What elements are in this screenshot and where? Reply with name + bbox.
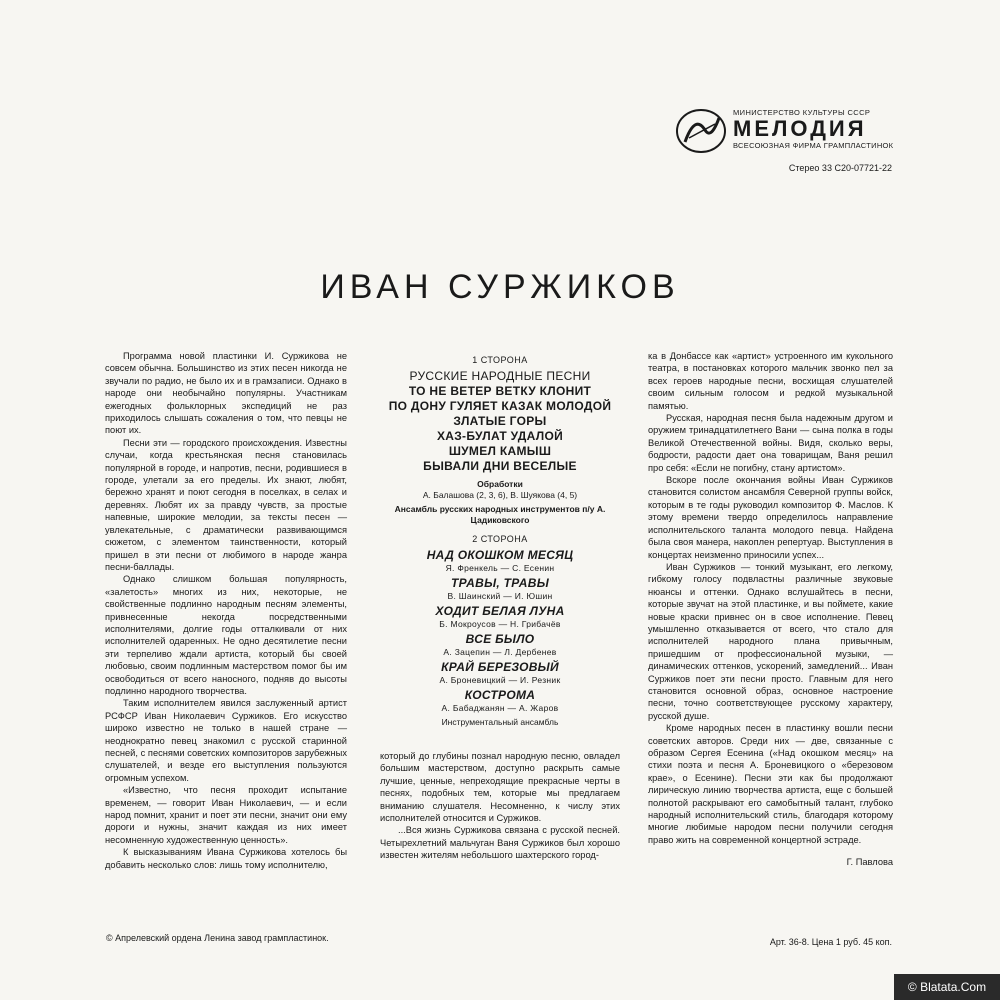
paragraph: Вскоре после окончания войны Иван Суржиков становится солистом ансамбля Северной группы войск, которым в те годы руководил композитор Ф. Маслов. К этому времени твердо определилось направление исполнительского таланта молодого певца. Найдена была своя манера, накоплен репертуар. Выступления в концертах неизменно приносили успех...: [648, 475, 893, 560]
side-1-label: 1 СТОРОНА: [472, 355, 528, 365]
song-title: ТРАВЫ, ТРАВЫ: [450, 576, 550, 590]
song-title: ЗЛАТЫЕ ГОРЫ: [453, 414, 547, 428]
manufacturer-note: © Апрелевский ордена Ленина завод грампластинок.: [106, 933, 329, 943]
paragraph: Кроме народных песен в пластинку вошли песни советских авторов. Среди них — две, связанные с образом Сергея Есенина («Над окошком месяц» на стихи поэта и песня А. Броневицкого о «березовом крае», о Есенине). Песни эти как бы продолжают лирическую линию творчества артиста, еще с большей полнотой раскрывают его самобытный талант, глубоко народный исполнительский стиль, благодаря которому многие любимые народом песни получили сегодня право жить на современной концертной эстраде.: [648, 723, 893, 845]
song-title: НАД ОКОШКОМ МЕСЯЦ: [426, 548, 574, 562]
author-signature: Г. Павлова: [846, 857, 893, 868]
melodiya-emblem-icon: [675, 108, 727, 154]
song-credit: В. Шаинский — И. Юшин: [447, 591, 553, 601]
watermark: © Blatata.Com: [894, 974, 1000, 1000]
paragraph: Таким исполнителем явился заслуженный артист РСФСР Иван Николаевич Суржиков. Его искусство широко известно не только в нашей стране — неоднократно певец знакомил с русской старинной песней, с песнями советских композиторов зарубежных слушателей, и везде его выступления пользуются огромным успехом.: [105, 698, 347, 783]
song-credit: А. Зацепин — Л. Дербенев: [443, 647, 557, 657]
song-credit: Я. Френкель — С. Есенин: [445, 563, 555, 573]
paragraph: Однако слишком большая популярность, «залетость» многих из них, некоторые, не свойственные подлинно народным песням элементы, привнесенные некогда посредственными исполнителями, долгие годы отталкивали от них исполнителей одаренных. Не одно десятилетие песни эти терпеливо ждали артиста, который бы своей любовью, своим подлинным мастерством помог бы им освободиться от всего наносного, подняв до высоты подлинно народного творчества.: [105, 574, 347, 696]
paragraph: Песни эти — городского происхождения. Известны случаи, когда крестьянская песня становилась популярной в городе, и напротив, песни, родившиеся в городе, улетали за его пределы. Их знают, любят, бережно хранят и поют сегодня в поселках, в селах и деревнях. Любят их за правду чувств, за простые напевные, широкие мелодии, за тексты песен — увлекательные, с драматически развивающимся сюжетом, с элементом таинственности, который пришел в эти песни от любимого в народе жанра песни-баллады.: [105, 437, 347, 572]
price-note: Арт. 36-8. Цена 1 руб. 45 коп.: [769, 937, 892, 947]
song-group-title: РУССКИЕ НАРОДНЫЕ ПЕСНИ: [409, 369, 591, 383]
song-title: КОСТРОМА: [464, 688, 536, 702]
paragraph: К высказываниям Ивана Суржикова хотелось бы добавить несколько слов: лишь тому исполнителю,: [105, 847, 347, 870]
text-column-left: [105, 350, 347, 871]
text-column-right: [648, 350, 893, 869]
ensemble-credit: Инструментальный ансамбль: [441, 717, 559, 727]
song-title: ХАЗ-БУЛАТ УДАЛОЙ: [436, 429, 564, 443]
paragraph: Программа новой пластинки И. Суржикова не совсем обычна. Большинство из этих песен никогда не звучали по радио, не было их и в грамзаписи. Однако в народе они необычайно популярны. Участникам ежегодных фольклорных экспедиций не раз приходилось слышать сожаления о том, что певцы не поют их.: [105, 351, 347, 436]
song-title: ПО ДОНУ ГУЛЯЕТ КАЗАК МОЛОДОЙ: [388, 399, 612, 413]
logo-ministry: МИНИСТЕРСТВО КУЛЬТУРЫ СССР: [733, 108, 871, 117]
logo-subtitle: ВСЕСОЮЗНАЯ ФИРМА ГРАМПЛАСТИНОК: [733, 141, 894, 150]
song-title: БЫВАЛИ ДНИ ВЕСЕЛЫЕ: [423, 459, 577, 473]
side-2-label: 2 СТОРОНА: [472, 534, 528, 544]
song-title: ШУМЕЛ КАМЫШ: [448, 444, 552, 458]
ensemble-credit: Ансамбль русских народных инструментов п/у А. Цадиковского: [394, 504, 606, 525]
song-credit: А. Броневицкий — И. Резник: [439, 675, 561, 685]
logo-name: МЕЛОДИЯ: [733, 116, 867, 141]
song-credit: Б. Мокроусов — Н. Грибачёв: [439, 619, 561, 629]
paragraph: ...Вся жизнь Суржикова связана с русской песней. Четырехлетний мальчуган Ваня Суржиков был хорошо известен жителям небольшого шахтерского город-: [380, 825, 620, 861]
paragraph: ка в Донбассе как «артист» устроенного им кукольного театра, в постановках которого мальчик звонко пел за всех героев народные песни, восхищая слушателей своим сильным голосом и редкой музыкальной памятью.: [648, 351, 893, 411]
page-title: ИВАН СУРЖИКОВ: [320, 268, 680, 306]
catalog-number: Стерео 33 С20-07721-22: [788, 163, 892, 173]
song-title: ХОДИТ БЕЛАЯ ЛУНА: [435, 604, 565, 618]
song-credit: А. Бабаджанян — А. Жаров: [441, 703, 559, 713]
paragraph: Русская, народная песня была надежным другом и оружием тринадцатилетнего Вани — сына полка в годы Великой Отечественной войны. Видя, сколько веры, бодрости, радости дает она товарищам, Ваня решил про себя: «Если не погибну, стану артистом».: [648, 413, 893, 473]
paragraph: «Известно, что песня проходит испытание временем, — говорит Иван Николаевич, — и если народ помнит, хранит и поет эти песни, значит они ему дороги и нужны, значит каждая из них имеет несомненную художественную ценность».: [105, 785, 347, 845]
paragraph: который до глубины познал народную песню, овладел большим мастерством, доступно раскрыть самые лучшие, ценные, непреходящие прекрасные черты в песнях, подобных тем, которые мы предлагаем вниманию слушателя. Несомненно, к числу этих исполнителей относится и Суржиков.: [380, 751, 620, 824]
song-title: ТО НЕ ВЕТЕР ВЕТКУ КЛОНИТ: [408, 384, 592, 398]
melodiya-logo: [675, 108, 905, 154]
arrangements-label: Обработки: [477, 479, 523, 489]
song-title: ВСЕ БЫЛО: [465, 632, 535, 646]
arrangements-credit: А. Балашова (2, 3, 6), В. Шуякова (4, 5): [422, 490, 578, 500]
song-title: КРАЙ БЕРЕЗОВЫЙ: [441, 660, 559, 674]
tracklist: [380, 355, 620, 728]
paragraph: Иван Суржиков — тонкий музыкант, его легкому, гибкому голосу подвластны различные звуковые нюансы и оттенки. Однако вслушайтесь в песни, которые звучат на этой пластинке, и вы поймете, какие новые краски привнес он в свое исполнение. Певец умышленно отказывается от всего, что стало для исполнителей народного плана привычным, пришедшим от профессиональной музыки, — динамических оттенков, ускорений, замедлений... Иван Суржиков поет эти песни просто. Главным для него становится основной образ, основное настроение песни, точно соответствующее русскому характеру, русской душе.: [648, 561, 893, 721]
text-column-middle: [380, 750, 620, 862]
